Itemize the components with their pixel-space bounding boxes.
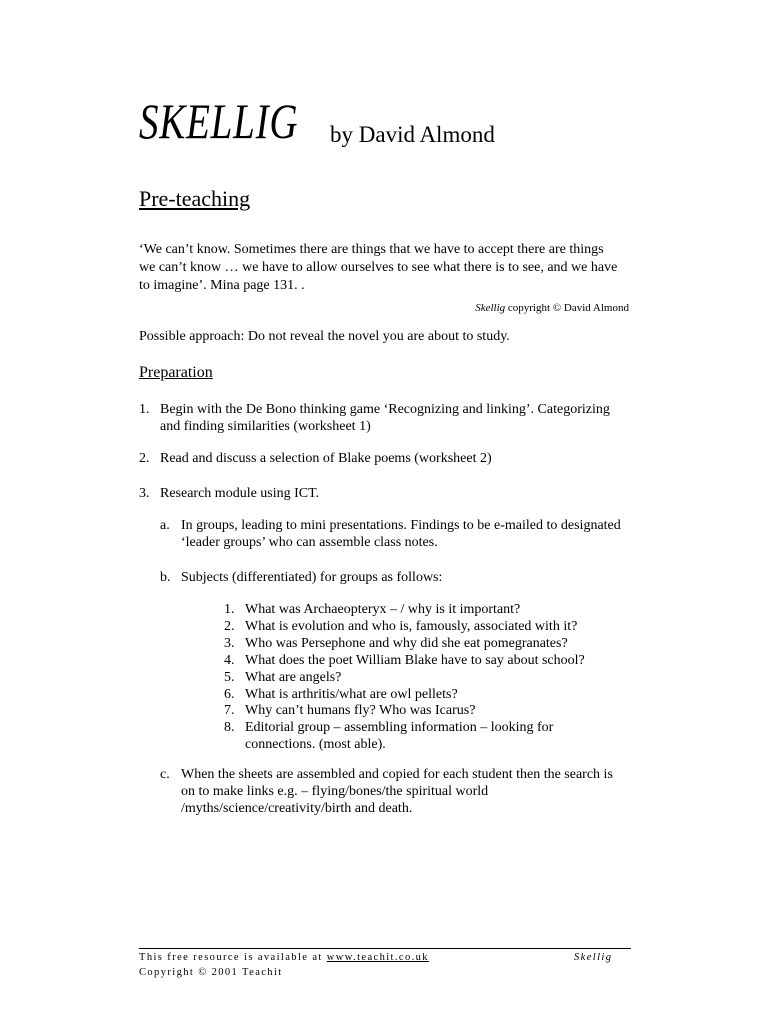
heading-preparation: Preparation <box>139 364 213 381</box>
title-skellig: SKELLIG <box>139 93 299 149</box>
list-number: 8. <box>224 720 235 735</box>
list-number: 3. <box>139 486 150 501</box>
copyright-title: Skellig <box>475 302 506 314</box>
copyright-text: copyright © David Almond <box>507 302 629 314</box>
list-text: Begin with the De Bono thinking game ‘Recognizing and linking’. Categorizing <box>160 402 610 417</box>
list-text: What is arthritis/what are owl pellets? <box>245 687 458 702</box>
list-number: a. <box>160 518 170 533</box>
list-number: 1. <box>224 602 235 617</box>
list-text: Read and discuss a selection of Blake poems (worksheet 2) <box>160 451 492 466</box>
list-number: 7. <box>224 703 235 718</box>
list-item <box>224 702 624 719</box>
list-text: /myths/science/creativity/birth and death. <box>181 801 413 816</box>
list-item <box>139 485 639 502</box>
list-text: When the sheets are assembled and copied for each student then the search is <box>181 767 613 782</box>
list-item <box>224 652 624 669</box>
possible-approach: Possible approach: Do not reveal the novel you are about to study. <box>139 329 510 344</box>
list-number: 1. <box>139 402 150 417</box>
footer-prefix: This free resource is available at <box>139 952 323 963</box>
list-item <box>224 686 624 703</box>
list-number: b. <box>160 570 171 585</box>
list-number: 2. <box>224 619 235 634</box>
list-number: 4. <box>224 653 235 668</box>
list-number: 3. <box>224 636 235 651</box>
list-text: Why can’t humans fly? Who was Icarus? <box>245 703 476 718</box>
list-text: connections. (most able). <box>245 737 386 752</box>
list-item <box>224 669 624 686</box>
list-text: Editorial group – assembling information – looking for <box>245 720 554 735</box>
footer-link[interactable]: www.teachit.co.uk <box>326 952 429 963</box>
footer-resource-line <box>139 953 429 964</box>
list-text: ‘leader groups’ who can assemble class notes. <box>181 535 438 550</box>
list-text: What is evolution and who is, famously, associated with it? <box>245 619 578 634</box>
list-number: c. <box>160 767 170 782</box>
list-item <box>139 401 639 435</box>
list-item <box>160 766 640 817</box>
list-number: 5. <box>224 670 235 685</box>
list-item <box>224 618 624 635</box>
quote-line: to imagine’. Mina page 131. . <box>139 278 305 293</box>
footer-rule <box>139 948 631 949</box>
list-number: 6. <box>224 687 235 702</box>
list-text: What does the poet William Blake have to say about school? <box>245 653 585 668</box>
list-item <box>224 601 624 618</box>
footer-copyright: Copyright © 2001 Teachit <box>139 967 283 978</box>
list-text: What was Archaeopteryx – / why is it important? <box>245 602 521 617</box>
list-text: on to make links e.g. – flying/bones/the spiritual world <box>181 784 489 799</box>
list-item <box>224 635 624 652</box>
quote-block <box>139 241 639 295</box>
footer-title: Skellig <box>574 952 613 963</box>
list-text: Subjects (differentiated) for groups as follows: <box>181 570 443 585</box>
list-item <box>224 719 624 753</box>
heading-pre-teaching: Pre-teaching <box>139 186 251 211</box>
list-item <box>139 450 639 467</box>
quote-line: we can’t know … we have to allow ourselves to see what there is to see, and we have <box>139 260 618 275</box>
quote-line: ‘We can’t know. Sometimes there are things that we have to accept there are things <box>139 242 604 257</box>
list-number: 2. <box>139 451 150 466</box>
list-item <box>160 517 640 551</box>
list-text: and finding similarities (worksheet 1) <box>160 419 371 434</box>
quote-copyright <box>475 303 629 314</box>
list-text: In groups, leading to mini presentations. Findings to be e-mailed to designated <box>181 518 621 533</box>
list-text: Who was Persephone and why did she eat pomegranates? <box>245 636 568 651</box>
title-author: by David Almond <box>330 122 495 147</box>
list-item <box>160 569 640 586</box>
list-text: Research module using ICT. <box>160 486 320 501</box>
list-text: What are angels? <box>245 670 342 685</box>
